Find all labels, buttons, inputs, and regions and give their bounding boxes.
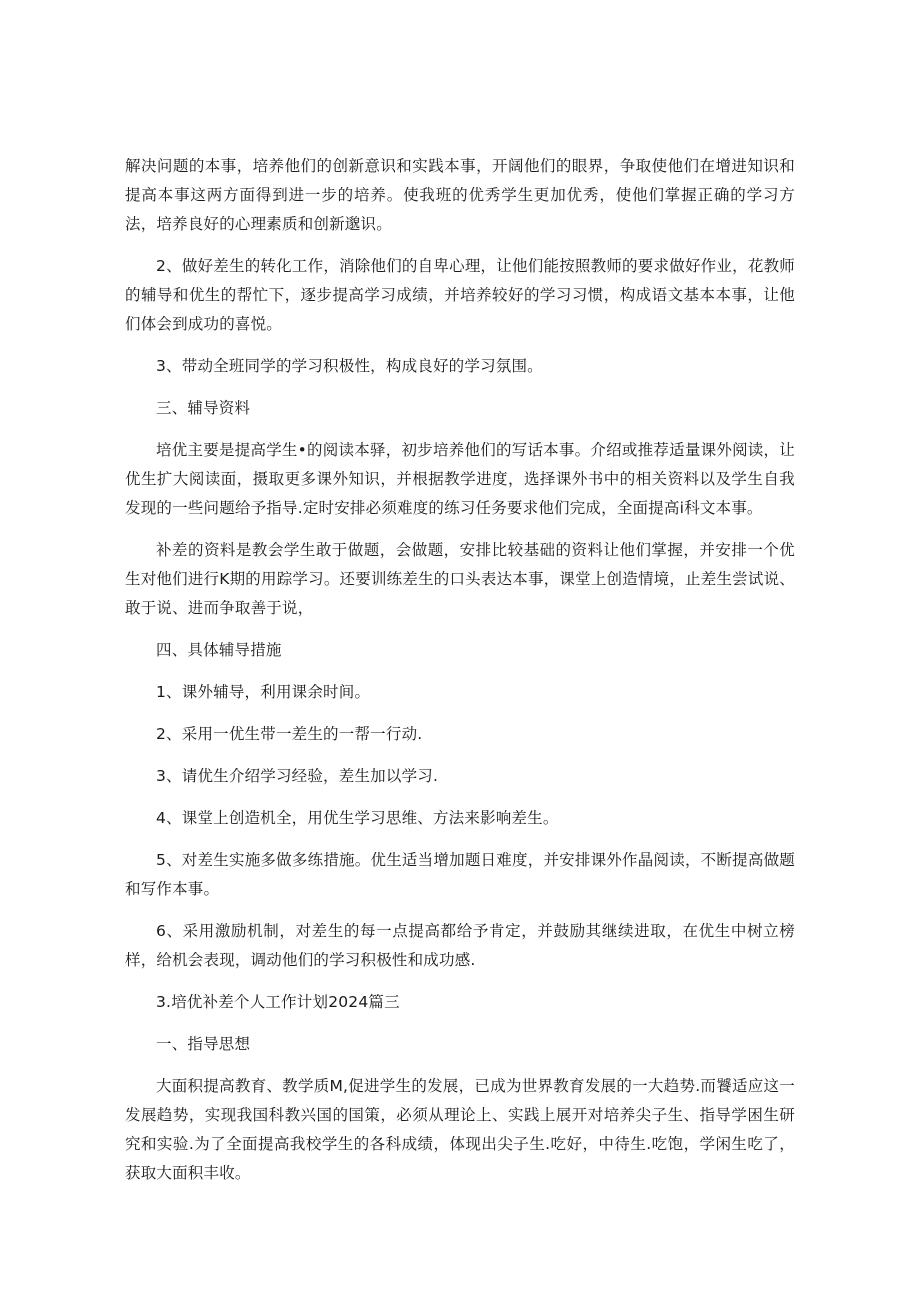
section-heading-measures: 四、具体辅导措施 xyxy=(156,641,282,659)
document-page xyxy=(125,152,795,1188)
paragraph-guiding-ideology: 大面积提高教育、教学质M,促进学生的发展，已成为世界教育发展的一大趋势.而饕适应这一发展趋势，实现我国科教兴国的国策，必须从理论上、实践上展开对培养尖子生、指导学困生研究和实验.为了全面提高我校学生的各科成绩，体现出尖子生.吃好，中待生.吃饱，学闲生吃了，获取大面积丰收。 xyxy=(125,1077,795,1182)
paragraph-item-3: 3、带动全班同学的学习积极性，构成良好的学习氛围。 xyxy=(156,357,543,375)
measure-item-4: 4、课堂上创造机全，用优生学习思维、方法来影响差生。 xyxy=(156,809,559,827)
measure-item-5: 5、对差生实施多做多练措施。优生适当增加题日难度，并安排课外作晶阅读，不断提高做题和写作本事。 xyxy=(125,851,795,898)
measure-item-6: 6、采用激励机制，对差生的每一点提高都给予肯定，并鼓励其继续进取，在优生中树立榜样，给机会表现，调动他们的学习积极性和成功感. xyxy=(125,922,795,969)
measure-item-3: 3、请优生介绍学习经验，差生加以学习. xyxy=(156,767,439,785)
section-heading-guiding-ideology: 一、指导思想 xyxy=(156,1035,251,1053)
measure-item-2: 2、采用一优生带一差生的一帮一行动. xyxy=(156,725,423,743)
plan-title-part-three: 3.培优补差个人工作计划2024篇三 xyxy=(156,993,400,1011)
paragraph-item-2: 2、做好差生的转化工作，消除他们的自卑心理，让他们能按照教师的要求做好作业，花教师的辅导和优生的帮忙下，逐步提高学习成绩，并培养较好的学习习惯，构成语文基本本事，让他们体会到成功的喜悦。 xyxy=(125,257,795,333)
measure-item-1: 1、课外辅导，利用课余时间。 xyxy=(156,683,371,701)
section-heading-tutoring-materials: 三、辅导资料 xyxy=(156,399,251,417)
paragraph-advanced-students: 培优主要是提高学生•的阅读本驿，初步培养他们的写话本事。介绍或推荐适量课外阅读，让优生扩大阅读面，摄取更多课外知识，并根据教学进度，选择课外书中的相关资料以及学生自我发现的一些问题给予指导.定时安排必须难度的练习任务要求他们完成，全面提高i科文本事。 xyxy=(125,441,795,517)
paragraph-continuation: 解决问题的本事，培养他们的创新意识和实践本事，开阔他们的眼界，争取使他们在增进知识和提高本事这两方面得到进一步的培养。使我班的优秀学生更加优秀，使他们掌握正确的学习方法，培养良好的心理素质和创新邈识。 xyxy=(125,157,795,233)
paragraph-struggling-students: 补差的资料是教会学生敢于做题，会做题，安排比较基础的资料让他们掌握，并安排一个优生对他们进行K期的用踪学习。还要训练差生的口头表达本事，课堂上创造情境，止差生尝试说、敢于说、进而争取善于说， xyxy=(125,541,795,617)
